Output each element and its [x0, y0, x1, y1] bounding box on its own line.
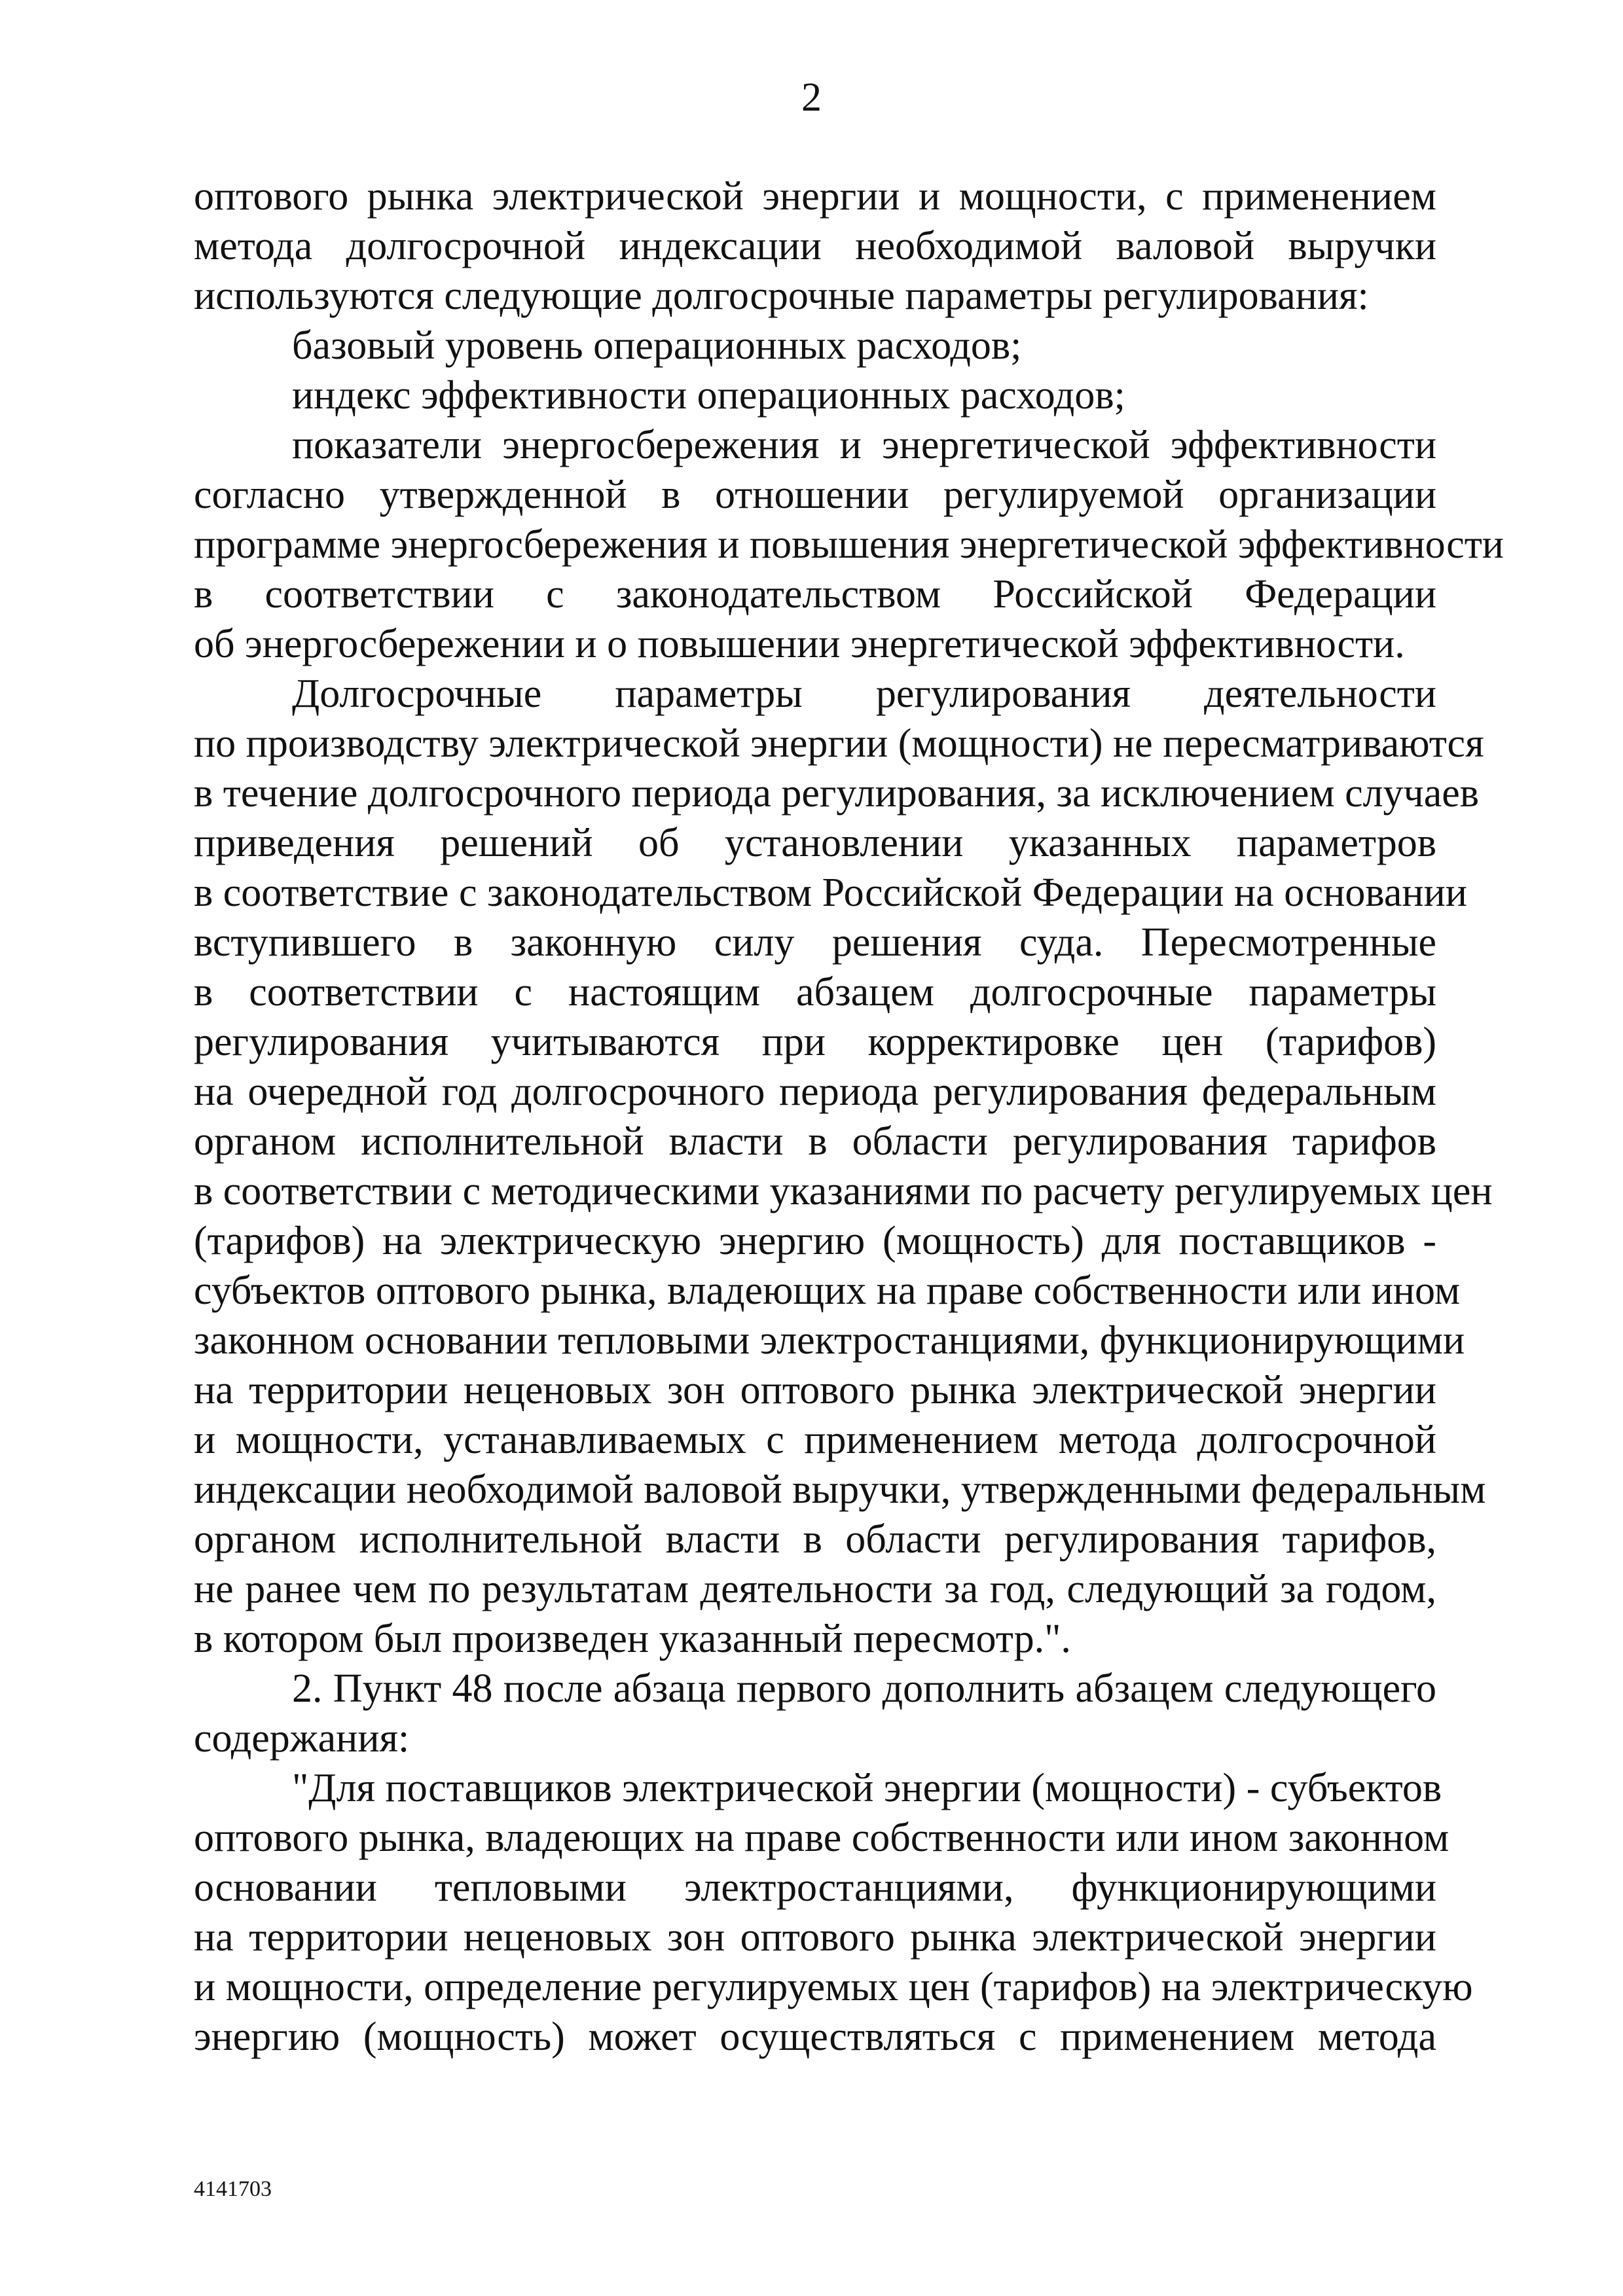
paragraph-parameters-not-revised: [194, 669, 1493, 1664]
text-line: в котором был произведен указанный пересмотр.".: [194, 1617, 1071, 1661]
text-line: индексации необходимой валовой выручки, утвержденными федеральным: [194, 1467, 1486, 1512]
text-line: 2. Пункт 48 после абзаца первого дополнить абзацем следующего: [292, 1666, 1436, 1711]
text-line: оптового рынка, владеющих на праве собственности или ином законном: [194, 1816, 1450, 1860]
text-line: об энергосбережении и о повышении энергетической эффективности.: [194, 622, 1405, 666]
text-line: субъектов оптового рынка, владеющих на праве собственности или ином: [194, 1268, 1461, 1313]
paragraph-new-clause-text: [194, 1763, 1473, 2062]
text-line: программе энергосбережения и повышения энергетической эффективности: [194, 522, 1504, 567]
text-line: органом исполнительной власти в области регулирования тарифов: [194, 1119, 1436, 1164]
paragraph-long-term-parameters-intro: [194, 171, 1436, 321]
text-line: приведения решений об установлении указанных параметров: [194, 821, 1436, 865]
text-line: энергию (мощность) может осуществляться с применением метода: [194, 2015, 1436, 2059]
text-line: базовый уровень операционных расходов;: [292, 323, 1022, 368]
text-line: на территории неценовых зон оптового рынка электрической энергии: [194, 1915, 1436, 1960]
document-body: [194, 171, 1504, 2062]
text-line: и мощности, определение регулируемых цен (тарифов) на электрическую: [194, 1965, 1473, 2009]
text-line: используются следующие долгосрочные параметры регулирования:: [194, 274, 1369, 318]
text-line: в соответствии с настоящим абзацем долгосрочные параметры: [194, 970, 1436, 1014]
text-line: регулирования учитываются при корректировке цен (тарифов): [194, 1020, 1436, 1064]
text-line: в соответствии с методическими указаниями по расчету регулируемых цен: [194, 1169, 1493, 1213]
paragraph-energy-saving-indicators: [194, 420, 1504, 669]
text-line: в соответствии с законодательством Российской Федерации: [194, 572, 1436, 617]
paragraph-opex-efficiency-index: [194, 370, 1436, 420]
page-number: 2: [801, 75, 822, 120]
text-line: метода долгосрочной индексации необходимой валовой выручки: [194, 224, 1436, 268]
text-line: Долгосрочные параметры регулирования деятельности: [292, 672, 1436, 716]
text-line: согласно утвержденной в отношении регулируемой организации: [194, 473, 1436, 517]
text-line: и мощности, устанавливаемых с применением метода долгосрочной: [194, 1418, 1436, 1462]
text-line: не ранее чем по результатам деятельности за год, следующий за годом,: [194, 1567, 1436, 1611]
text-line: вступившего в законную силу решения суда. Пересмотренные: [194, 920, 1436, 965]
paragraph-base-opex-level: [194, 321, 1436, 370]
paragraph-item-2-amendment: [194, 1664, 1436, 1763]
document-code: 4141703: [194, 2177, 272, 2201]
text-line: содержания:: [194, 1716, 410, 1761]
text-line: индекс эффективности операционных расходов;: [292, 373, 1125, 418]
text-line: в течение долгосрочного периода регулирования, за исключением случаев: [194, 771, 1480, 816]
text-line: "Для поставщиков электрической энергии (мощности) - субъектов: [292, 1766, 1442, 1810]
text-line: оптового рынка электрической энергии и мощности, с применением: [194, 174, 1436, 219]
text-line: показатели энергосбережения и энергетической эффективности: [292, 423, 1436, 467]
text-line: органом исполнительной власти в области регулирования тарифов,: [194, 1517, 1436, 1562]
text-line: законном основании тепловыми электростанциями, функционирующими: [194, 1318, 1465, 1363]
text-line: по производству электрической энергии (мощности) не пересматриваются: [194, 721, 1484, 766]
text-line: (тарифов) на электрическую энергию (мощность) для поставщиков -: [194, 1219, 1436, 1263]
text-line: основании тепловыми электростанциями, функционирующими: [194, 1865, 1436, 1910]
text-line: в соответствие с законодательством Российской Федерации на основании: [194, 870, 1467, 915]
text-line: на очередной год долгосрочного периода регулирования федеральным: [194, 1069, 1436, 1114]
text-line: на территории неценовых зон оптового рынка электрической энергии: [194, 1368, 1436, 1412]
